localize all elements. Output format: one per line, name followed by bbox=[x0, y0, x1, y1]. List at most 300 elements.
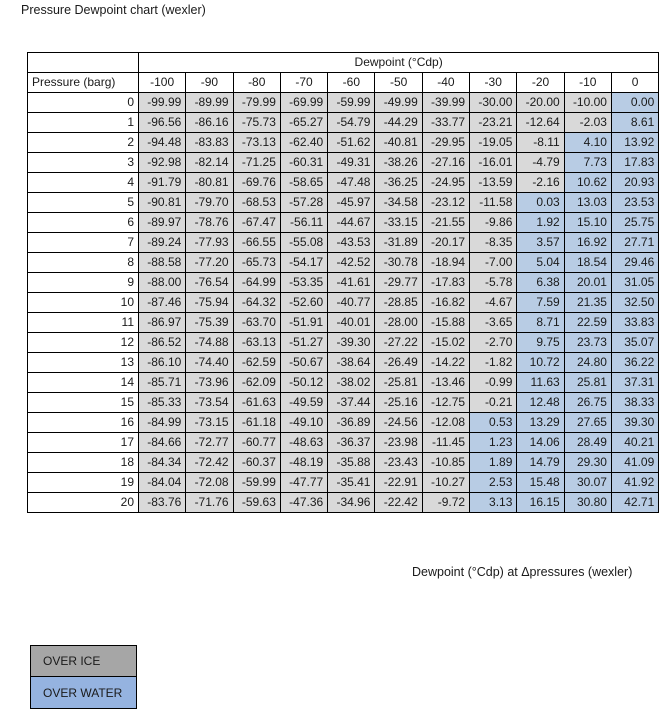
dewpoint-value-cell: 7.73 bbox=[564, 153, 611, 173]
pressure-value-cell: 10 bbox=[28, 293, 139, 313]
dewpoint-value-cell: 18.54 bbox=[564, 253, 611, 273]
dewpoint-value-cell: -39.99 bbox=[422, 93, 469, 113]
dewpoint-value-cell: -88.58 bbox=[139, 253, 186, 273]
dewpoint-value-cell: -73.15 bbox=[186, 413, 233, 433]
dewpoint-value-cell: -48.63 bbox=[280, 433, 327, 453]
dewpoint-value-cell: -11.45 bbox=[422, 433, 469, 453]
dewpoint-value-cell: -17.83 bbox=[422, 273, 469, 293]
dewpoint-value-cell: 8.71 bbox=[517, 313, 564, 333]
dewpoint-value-cell: -13.59 bbox=[470, 173, 517, 193]
dewpoint-value-cell: -86.52 bbox=[139, 333, 186, 353]
dewpoint-value-cell: -66.55 bbox=[233, 233, 280, 253]
dewpoint-value-cell: -69.76 bbox=[233, 173, 280, 193]
group-header-dewpoint: Dewpoint (°Cdp) bbox=[139, 53, 659, 73]
pressure-value-cell: 20 bbox=[28, 493, 139, 513]
dewpoint-value-cell: -12.64 bbox=[517, 113, 564, 133]
dewpoint-value-cell: 23.53 bbox=[611, 193, 658, 213]
dewpoint-value-cell: -19.05 bbox=[470, 133, 517, 153]
dewpoint-value-cell: -13.46 bbox=[422, 373, 469, 393]
dewpoint-value-cell: -47.36 bbox=[280, 493, 327, 513]
dewpoint-value-cell: -30.78 bbox=[375, 253, 422, 273]
dewpoint-value-cell: -38.64 bbox=[328, 353, 375, 373]
dewpoint-value-cell: -23.21 bbox=[470, 113, 517, 133]
table-row bbox=[28, 253, 659, 273]
dewpoint-value-cell: -54.79 bbox=[328, 113, 375, 133]
dewpoint-value-cell: -25.81 bbox=[375, 373, 422, 393]
dewpoint-value-cell: 35.07 bbox=[611, 333, 658, 353]
dewpoint-value-cell: -72.08 bbox=[186, 473, 233, 493]
dewpoint-value-cell: -60.31 bbox=[280, 153, 327, 173]
dewpoint-value-cell: -34.58 bbox=[375, 193, 422, 213]
dewpoint-value-cell: -61.18 bbox=[233, 413, 280, 433]
dewpoint-value-cell: -29.77 bbox=[375, 273, 422, 293]
dewpoint-value-cell: 11.63 bbox=[517, 373, 564, 393]
dewpoint-value-cell: -9.72 bbox=[422, 493, 469, 513]
dewpoint-value-cell: -75.94 bbox=[186, 293, 233, 313]
pressure-value-cell: 17 bbox=[28, 433, 139, 453]
dewpoint-value-cell: 22.59 bbox=[564, 313, 611, 333]
dewpoint-value-cell: -4.79 bbox=[517, 153, 564, 173]
dewpoint-value-cell: 39.30 bbox=[611, 413, 658, 433]
dewpoint-value-cell: -28.85 bbox=[375, 293, 422, 313]
chart-caption: Dewpoint (°Cdp) at Δpressures (wexler) bbox=[412, 565, 633, 579]
dewpoint-value-cell: -69.99 bbox=[280, 93, 327, 113]
dewpoint-value-cell: -50.12 bbox=[280, 373, 327, 393]
dewpoint-value-cell: -15.88 bbox=[422, 313, 469, 333]
dewpoint-value-cell: 41.92 bbox=[611, 473, 658, 493]
dewpoint-value-cell: 13.92 bbox=[611, 133, 658, 153]
dewpoint-value-cell: -67.47 bbox=[233, 213, 280, 233]
dewpoint-value-cell: -15.02 bbox=[422, 333, 469, 353]
dewpoint-value-cell: -78.76 bbox=[186, 213, 233, 233]
dewpoint-value-cell: -75.73 bbox=[233, 113, 280, 133]
dewpoint-value-cell: -59.63 bbox=[233, 493, 280, 513]
dewpoint-value-cell: -82.14 bbox=[186, 153, 233, 173]
dewpoint-value-cell: -77.93 bbox=[186, 233, 233, 253]
dewpoint-value-cell: -84.66 bbox=[139, 433, 186, 453]
dewpoint-value-cell: -16.01 bbox=[470, 153, 517, 173]
dewpoint-value-cell: 40.21 bbox=[611, 433, 658, 453]
dewpoint-value-cell: -18.94 bbox=[422, 253, 469, 273]
dewpoint-value-cell: -51.62 bbox=[328, 133, 375, 153]
dewpoint-value-cell: -79.70 bbox=[186, 193, 233, 213]
dewpoint-table bbox=[27, 52, 659, 513]
dewpoint-value-cell: -22.42 bbox=[375, 493, 422, 513]
dewpoint-value-cell: -89.97 bbox=[139, 213, 186, 233]
dewpoint-value-cell: -33.77 bbox=[422, 113, 469, 133]
dewpoint-value-cell: 32.50 bbox=[611, 293, 658, 313]
table-row bbox=[28, 93, 659, 113]
dewpoint-value-cell: -0.21 bbox=[470, 393, 517, 413]
dewpoint-value-cell: -68.53 bbox=[233, 193, 280, 213]
dewpoint-value-cell: -51.27 bbox=[280, 333, 327, 353]
dewpoint-value-cell: -60.77 bbox=[233, 433, 280, 453]
dewpoint-value-cell: 12.48 bbox=[517, 393, 564, 413]
dewpoint-value-cell: -44.67 bbox=[328, 213, 375, 233]
dewpoint-value-cell: -96.56 bbox=[139, 113, 186, 133]
dewpoint-value-cell: -24.56 bbox=[375, 413, 422, 433]
dewpoint-value-cell: -62.40 bbox=[280, 133, 327, 153]
dewpoint-value-cell: -2.03 bbox=[564, 113, 611, 133]
dewpoint-value-cell: -86.16 bbox=[186, 113, 233, 133]
dewpoint-value-cell: -76.54 bbox=[186, 273, 233, 293]
dewpoint-value-cell: -58.65 bbox=[280, 173, 327, 193]
dewpoint-value-cell: -91.79 bbox=[139, 173, 186, 193]
column-header-row bbox=[28, 73, 659, 93]
table-row bbox=[28, 233, 659, 253]
dewpoint-column-header: -60 bbox=[328, 73, 375, 93]
dewpoint-value-cell: -72.77 bbox=[186, 433, 233, 453]
dewpoint-value-cell: -23.98 bbox=[375, 433, 422, 453]
dewpoint-value-cell: -36.89 bbox=[328, 413, 375, 433]
dewpoint-column-header: -10 bbox=[564, 73, 611, 93]
dewpoint-value-cell: 17.83 bbox=[611, 153, 658, 173]
dewpoint-value-cell: -27.16 bbox=[422, 153, 469, 173]
pressure-value-cell: 8 bbox=[28, 253, 139, 273]
legend bbox=[30, 645, 137, 709]
dewpoint-value-cell: -63.13 bbox=[233, 333, 280, 353]
dewpoint-value-cell: -16.82 bbox=[422, 293, 469, 313]
table-row bbox=[28, 293, 659, 313]
dewpoint-value-cell: 9.75 bbox=[517, 333, 564, 353]
dewpoint-value-cell: -30.00 bbox=[470, 93, 517, 113]
dewpoint-value-cell: 29.30 bbox=[564, 453, 611, 473]
dewpoint-value-cell: -83.83 bbox=[186, 133, 233, 153]
table-head bbox=[28, 53, 659, 93]
dewpoint-value-cell: -72.42 bbox=[186, 453, 233, 473]
dewpoint-value-cell: -62.09 bbox=[233, 373, 280, 393]
dewpoint-value-cell: 4.10 bbox=[564, 133, 611, 153]
dewpoint-value-cell: -2.70 bbox=[470, 333, 517, 353]
dewpoint-value-cell: 21.35 bbox=[564, 293, 611, 313]
dewpoint-value-cell: -26.49 bbox=[375, 353, 422, 373]
dewpoint-value-cell: -71.25 bbox=[233, 153, 280, 173]
dewpoint-value-cell: 20.01 bbox=[564, 273, 611, 293]
legend-item-label: OVER ICE bbox=[43, 654, 101, 668]
dewpoint-value-cell: 14.06 bbox=[517, 433, 564, 453]
dewpoint-value-cell: -74.40 bbox=[186, 353, 233, 373]
dewpoint-value-cell: -50.67 bbox=[280, 353, 327, 373]
dewpoint-value-cell: 23.73 bbox=[564, 333, 611, 353]
dewpoint-value-cell: 14.79 bbox=[517, 453, 564, 473]
dewpoint-value-cell: -14.22 bbox=[422, 353, 469, 373]
dewpoint-value-cell: 30.07 bbox=[564, 473, 611, 493]
dewpoint-value-cell: -64.32 bbox=[233, 293, 280, 313]
dewpoint-value-cell: -10.85 bbox=[422, 453, 469, 473]
pressure-value-cell: 11 bbox=[28, 313, 139, 333]
dewpoint-value-cell: -83.76 bbox=[139, 493, 186, 513]
dewpoint-value-cell: 30.80 bbox=[564, 493, 611, 513]
dewpoint-value-cell: -65.73 bbox=[233, 253, 280, 273]
dewpoint-value-cell: -62.59 bbox=[233, 353, 280, 373]
dewpoint-value-cell: -9.86 bbox=[470, 213, 517, 233]
dewpoint-value-cell: -20.00 bbox=[517, 93, 564, 113]
dewpoint-value-cell: -49.99 bbox=[375, 93, 422, 113]
dewpoint-column-header: -40 bbox=[422, 73, 469, 93]
table-body bbox=[28, 93, 659, 513]
table-row bbox=[28, 333, 659, 353]
dewpoint-value-cell: -2.16 bbox=[517, 173, 564, 193]
dewpoint-value-cell: -40.77 bbox=[328, 293, 375, 313]
table-row bbox=[28, 213, 659, 233]
dewpoint-column-header: -20 bbox=[517, 73, 564, 93]
pressure-value-cell: 1 bbox=[28, 113, 139, 133]
dewpoint-value-cell: -49.31 bbox=[328, 153, 375, 173]
dewpoint-value-cell: -23.43 bbox=[375, 453, 422, 473]
dewpoint-value-cell: 16.92 bbox=[564, 233, 611, 253]
dewpoint-value-cell: 10.62 bbox=[564, 173, 611, 193]
dewpoint-value-cell: 7.59 bbox=[517, 293, 564, 313]
dewpoint-value-cell: 28.49 bbox=[564, 433, 611, 453]
dewpoint-value-cell: 27.65 bbox=[564, 413, 611, 433]
dewpoint-value-cell: 15.48 bbox=[517, 473, 564, 493]
dewpoint-value-cell: -37.44 bbox=[328, 393, 375, 413]
legend-item bbox=[31, 677, 136, 708]
table-row bbox=[28, 273, 659, 293]
pressure-value-cell: 4 bbox=[28, 173, 139, 193]
dewpoint-value-cell: -61.63 bbox=[233, 393, 280, 413]
dewpoint-value-cell: -86.97 bbox=[139, 313, 186, 333]
page-title: Pressure Dewpoint chart (wexler) bbox=[21, 3, 206, 17]
dewpoint-value-cell: -71.76 bbox=[186, 493, 233, 513]
dewpoint-value-cell: 26.75 bbox=[564, 393, 611, 413]
dewpoint-value-cell: -10.00 bbox=[564, 93, 611, 113]
dewpoint-value-cell: -28.00 bbox=[375, 313, 422, 333]
dewpoint-value-cell: -38.02 bbox=[328, 373, 375, 393]
pressure-value-cell: 5 bbox=[28, 193, 139, 213]
dewpoint-value-cell: -23.12 bbox=[422, 193, 469, 213]
dewpoint-value-cell: -92.98 bbox=[139, 153, 186, 173]
dewpoint-value-cell: -20.17 bbox=[422, 233, 469, 253]
dewpoint-value-cell: -44.29 bbox=[375, 113, 422, 133]
dewpoint-value-cell: -87.46 bbox=[139, 293, 186, 313]
dewpoint-value-cell: 2.53 bbox=[470, 473, 517, 493]
pressure-value-cell: 2 bbox=[28, 133, 139, 153]
dewpoint-value-cell: -49.59 bbox=[280, 393, 327, 413]
dewpoint-value-cell: 13.29 bbox=[517, 413, 564, 433]
dewpoint-value-cell: -89.99 bbox=[186, 93, 233, 113]
dewpoint-column-header: -90 bbox=[186, 73, 233, 93]
dewpoint-value-cell: 16.15 bbox=[517, 493, 564, 513]
dewpoint-value-cell: -84.04 bbox=[139, 473, 186, 493]
table-row bbox=[28, 453, 659, 473]
dewpoint-value-cell: -74.88 bbox=[186, 333, 233, 353]
dewpoint-value-cell: -29.95 bbox=[422, 133, 469, 153]
dewpoint-value-cell: -45.97 bbox=[328, 193, 375, 213]
dewpoint-value-cell: -12.75 bbox=[422, 393, 469, 413]
dewpoint-value-cell: -47.48 bbox=[328, 173, 375, 193]
dewpoint-value-cell: -59.99 bbox=[233, 473, 280, 493]
dewpoint-value-cell: 13.03 bbox=[564, 193, 611, 213]
table-row bbox=[28, 393, 659, 413]
dewpoint-column-header: -30 bbox=[470, 73, 517, 93]
dewpoint-value-cell: -56.11 bbox=[280, 213, 327, 233]
pressure-value-cell: 9 bbox=[28, 273, 139, 293]
dewpoint-value-cell: -10.27 bbox=[422, 473, 469, 493]
dewpoint-value-cell: 0.00 bbox=[611, 93, 658, 113]
dewpoint-value-cell: -85.71 bbox=[139, 373, 186, 393]
pressure-value-cell: 0 bbox=[28, 93, 139, 113]
dewpoint-value-cell: -42.52 bbox=[328, 253, 375, 273]
legend-item bbox=[31, 646, 136, 677]
dewpoint-value-cell: 42.71 bbox=[611, 493, 658, 513]
dewpoint-value-cell: -53.35 bbox=[280, 273, 327, 293]
dewpoint-value-cell: -86.10 bbox=[139, 353, 186, 373]
dewpoint-value-cell: 33.83 bbox=[611, 313, 658, 333]
dewpoint-value-cell: -63.70 bbox=[233, 313, 280, 333]
dewpoint-value-cell: -49.10 bbox=[280, 413, 327, 433]
table-row bbox=[28, 173, 659, 193]
dewpoint-value-cell: 25.81 bbox=[564, 373, 611, 393]
dewpoint-value-cell: -60.37 bbox=[233, 453, 280, 473]
dewpoint-value-cell: 20.93 bbox=[611, 173, 658, 193]
table-row bbox=[28, 373, 659, 393]
dewpoint-value-cell: 3.57 bbox=[517, 233, 564, 253]
dewpoint-value-cell: -21.55 bbox=[422, 213, 469, 233]
dewpoint-value-cell: 29.46 bbox=[611, 253, 658, 273]
dewpoint-value-cell: -79.99 bbox=[233, 93, 280, 113]
dewpoint-value-cell: -57.28 bbox=[280, 193, 327, 213]
dewpoint-table-container bbox=[27, 52, 659, 513]
group-header-row bbox=[28, 53, 659, 73]
dewpoint-value-cell: -88.00 bbox=[139, 273, 186, 293]
table-row bbox=[28, 493, 659, 513]
dewpoint-value-cell: 1.89 bbox=[470, 453, 517, 473]
dewpoint-value-cell: -84.99 bbox=[139, 413, 186, 433]
dewpoint-value-cell: -36.37 bbox=[328, 433, 375, 453]
dewpoint-value-cell: 24.80 bbox=[564, 353, 611, 373]
table-row bbox=[28, 473, 659, 493]
dewpoint-value-cell: 0.03 bbox=[517, 193, 564, 213]
dewpoint-value-cell: 31.05 bbox=[611, 273, 658, 293]
dewpoint-value-cell: 37.31 bbox=[611, 373, 658, 393]
pressure-value-cell: 7 bbox=[28, 233, 139, 253]
dewpoint-column-header: -100 bbox=[139, 73, 186, 93]
dewpoint-value-cell: 27.71 bbox=[611, 233, 658, 253]
dewpoint-value-cell: -35.88 bbox=[328, 453, 375, 473]
dewpoint-value-cell: -41.61 bbox=[328, 273, 375, 293]
dewpoint-value-cell: -59.99 bbox=[328, 93, 375, 113]
table-row bbox=[28, 153, 659, 173]
dewpoint-value-cell: -75.39 bbox=[186, 313, 233, 333]
dewpoint-value-cell: -94.48 bbox=[139, 133, 186, 153]
dewpoint-value-cell: -51.91 bbox=[280, 313, 327, 333]
dewpoint-value-cell: -4.67 bbox=[470, 293, 517, 313]
dewpoint-column-header: -70 bbox=[280, 73, 327, 93]
dewpoint-value-cell: -89.24 bbox=[139, 233, 186, 253]
dewpoint-value-cell: -39.30 bbox=[328, 333, 375, 353]
dewpoint-value-cell: -31.89 bbox=[375, 233, 422, 253]
pressure-value-cell: 18 bbox=[28, 453, 139, 473]
pressure-value-cell: 12 bbox=[28, 333, 139, 353]
dewpoint-value-cell: -24.95 bbox=[422, 173, 469, 193]
dewpoint-value-cell: 25.75 bbox=[611, 213, 658, 233]
dewpoint-value-cell: 41.09 bbox=[611, 453, 658, 473]
dewpoint-value-cell: -22.91 bbox=[375, 473, 422, 493]
dewpoint-value-cell: 0.53 bbox=[470, 413, 517, 433]
dewpoint-column-header: -50 bbox=[375, 73, 422, 93]
table-row bbox=[28, 133, 659, 153]
dewpoint-value-cell: 3.13 bbox=[470, 493, 517, 513]
table-row bbox=[28, 193, 659, 213]
dewpoint-value-cell: 1.92 bbox=[517, 213, 564, 233]
dewpoint-value-cell: -85.33 bbox=[139, 393, 186, 413]
dewpoint-value-cell: -84.34 bbox=[139, 453, 186, 473]
dewpoint-value-cell: -3.65 bbox=[470, 313, 517, 333]
dewpoint-value-cell: -47.77 bbox=[280, 473, 327, 493]
dewpoint-value-cell: -25.16 bbox=[375, 393, 422, 413]
table-row bbox=[28, 433, 659, 453]
dewpoint-value-cell: -43.53 bbox=[328, 233, 375, 253]
pressure-value-cell: 13 bbox=[28, 353, 139, 373]
dewpoint-value-cell: -8.11 bbox=[517, 133, 564, 153]
dewpoint-value-cell: 8.61 bbox=[611, 113, 658, 133]
dewpoint-value-cell: -27.22 bbox=[375, 333, 422, 353]
dewpoint-value-cell: -34.96 bbox=[328, 493, 375, 513]
dewpoint-value-cell: -36.25 bbox=[375, 173, 422, 193]
dewpoint-value-cell: 36.22 bbox=[611, 353, 658, 373]
dewpoint-value-cell: 5.04 bbox=[517, 253, 564, 273]
dewpoint-value-cell: -12.08 bbox=[422, 413, 469, 433]
table-row bbox=[28, 413, 659, 433]
dewpoint-value-cell: -52.60 bbox=[280, 293, 327, 313]
dewpoint-value-cell: -5.78 bbox=[470, 273, 517, 293]
dewpoint-value-cell: 38.33 bbox=[611, 393, 658, 413]
dewpoint-value-cell: -40.81 bbox=[375, 133, 422, 153]
dewpoint-value-cell: -77.20 bbox=[186, 253, 233, 273]
pressure-value-cell: 3 bbox=[28, 153, 139, 173]
dewpoint-value-cell: -35.41 bbox=[328, 473, 375, 493]
dewpoint-value-cell: -73.54 bbox=[186, 393, 233, 413]
pressure-column-header: Pressure (barg) bbox=[28, 73, 139, 93]
dewpoint-value-cell: -8.35 bbox=[470, 233, 517, 253]
dewpoint-value-cell: -40.01 bbox=[328, 313, 375, 333]
pressure-value-cell: 19 bbox=[28, 473, 139, 493]
dewpoint-value-cell: -7.00 bbox=[470, 253, 517, 273]
dewpoint-value-cell: -64.99 bbox=[233, 273, 280, 293]
legend-item-label: OVER WATER bbox=[43, 685, 123, 700]
dewpoint-value-cell: 15.10 bbox=[564, 213, 611, 233]
dewpoint-value-cell: -80.81 bbox=[186, 173, 233, 193]
dewpoint-column-header: -80 bbox=[233, 73, 280, 93]
dewpoint-value-cell: -90.81 bbox=[139, 193, 186, 213]
dewpoint-column-header: 0 bbox=[611, 73, 658, 93]
dewpoint-value-cell: -1.82 bbox=[470, 353, 517, 373]
dewpoint-value-cell: 6.38 bbox=[517, 273, 564, 293]
pressure-value-cell: 16 bbox=[28, 413, 139, 433]
dewpoint-value-cell: -54.17 bbox=[280, 253, 327, 273]
dewpoint-value-cell: 1.23 bbox=[470, 433, 517, 453]
dewpoint-value-cell: -73.96 bbox=[186, 373, 233, 393]
table-row bbox=[28, 113, 659, 133]
dewpoint-value-cell: -48.19 bbox=[280, 453, 327, 473]
dewpoint-value-cell: -65.27 bbox=[280, 113, 327, 133]
pressure-value-cell: 14 bbox=[28, 373, 139, 393]
dewpoint-value-cell: 10.72 bbox=[517, 353, 564, 373]
dewpoint-value-cell: -33.15 bbox=[375, 213, 422, 233]
dewpoint-value-cell: -55.08 bbox=[280, 233, 327, 253]
dewpoint-value-cell: -38.26 bbox=[375, 153, 422, 173]
dewpoint-value-cell: -0.99 bbox=[470, 373, 517, 393]
table-row bbox=[28, 353, 659, 373]
dewpoint-value-cell: -73.13 bbox=[233, 133, 280, 153]
table-row bbox=[28, 313, 659, 333]
pressure-value-cell: 6 bbox=[28, 213, 139, 233]
dewpoint-value-cell: -99.99 bbox=[139, 93, 186, 113]
pressure-value-cell: 15 bbox=[28, 393, 139, 413]
dewpoint-value-cell: -11.58 bbox=[470, 193, 517, 213]
corner-blank-cell bbox=[28, 53, 139, 73]
